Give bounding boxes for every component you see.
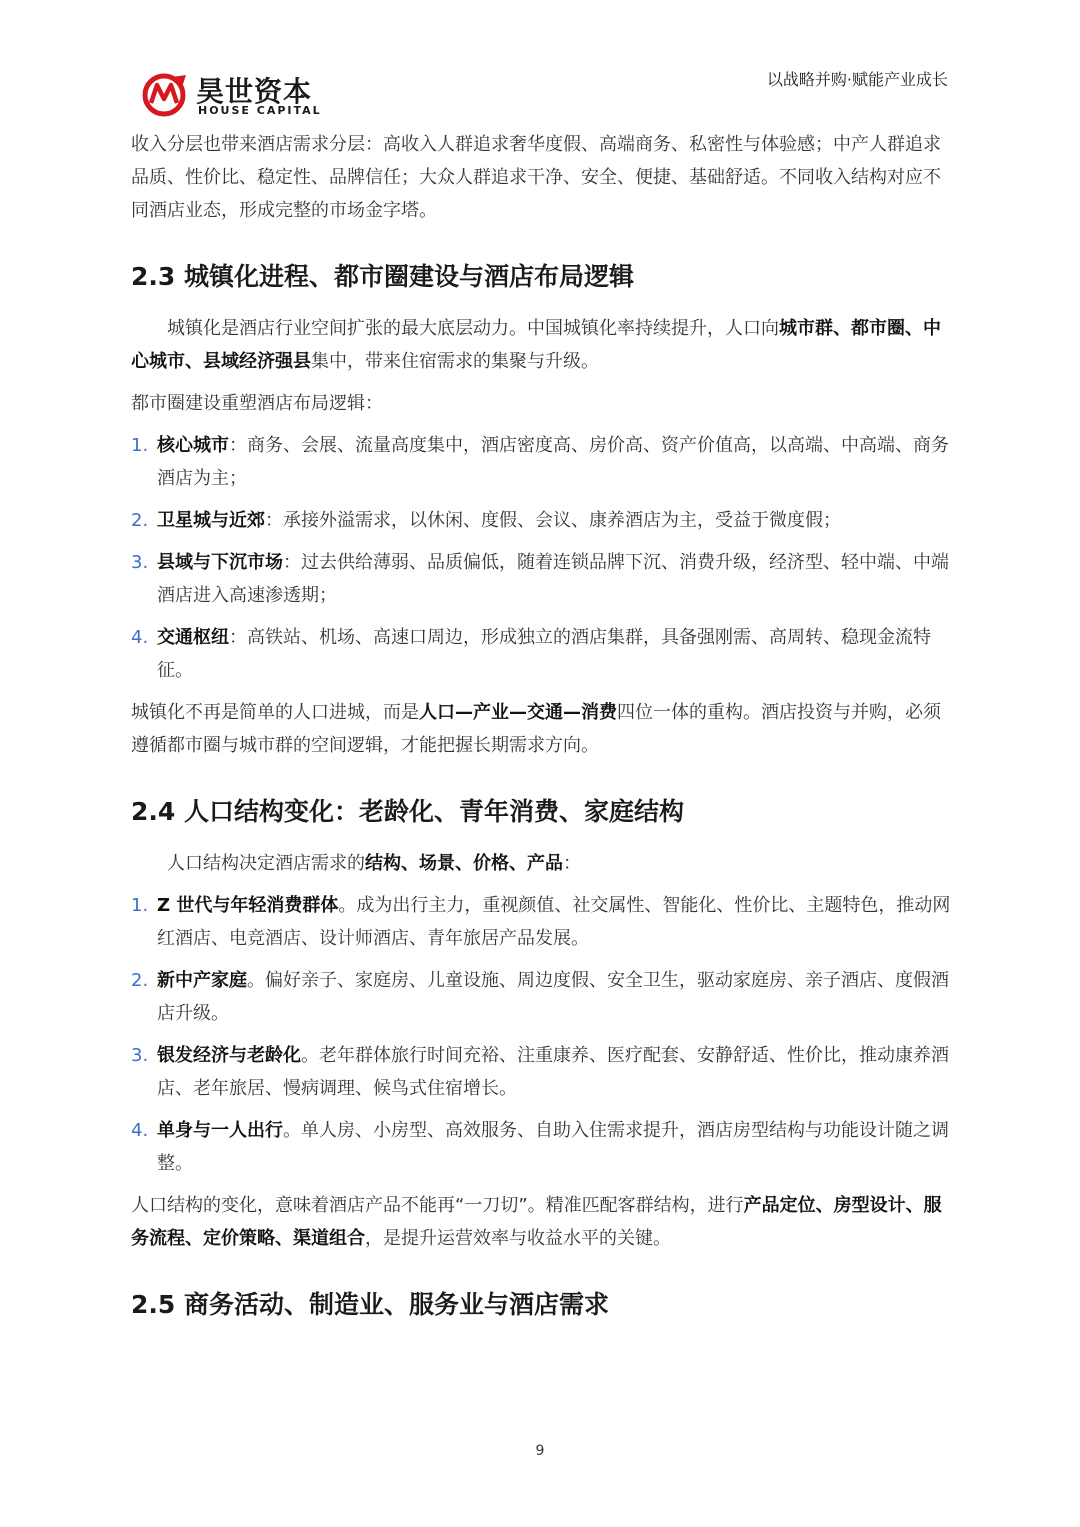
page-content (131, 128, 951, 1325)
list-item: 4. 交通枢纽：高铁站、机场、高速口周边，形成独立的酒店集群，具备强刚需、高周转、稳现金流特征。 (131, 627, 931, 681)
section-2-3-title: 2.3 城镇化进程、都市圈建设与酒店布局逻辑 (131, 262, 634, 291)
intro-paragraph: 收入分层也带来酒店需求分层：高收入人群追求奢华度假、高端商务、私密性与体验感；中产人群追求品质、性价比、稳定性、品牌信任；大众人群追求干净、安全、便捷、基础舒适。不同收入结构对应不同酒店业态，形成完整的市场金字塔。 (131, 134, 941, 221)
list-item: 3. 县域与下沉市场：过去供给薄弱、品质偏低，随着连锁品牌下沉、消费升级，经济型、轻中端、中端酒店进入高速渗透期； (131, 552, 949, 606)
section-2-4-paragraph-2: 人口结构的变化，意味着酒店产品不能再“一刀切”。精准匹配客群结构，进行产品定位、房型设计、服务流程、定价策略、渠道组合，是提升运营效率与收益水平的关键。 (131, 1195, 942, 1249)
list-item: 2. 卫星城与近郊：承接外溢需求，以休闲、度假、会议、康养酒店为主，受益于微度假； (131, 510, 841, 531)
page-header (0, 0, 1080, 130)
list-item: 1. Z 世代与年轻消费群体。成为出行主力，重视颜值、社交属性、智能化、性价比、主题特色，推动网红酒店、电竞酒店、设计师酒店、青年旅居产品发展。 (131, 895, 951, 949)
list-item: 2. 新中产家庭。偏好亲子、家庭房、儿童设施、周边度假、安全卫生，驱动家庭房、亲子酒店、度假酒店升级。 (131, 970, 949, 1024)
list-item: 1. 核心城市：商务、会展、流量高度集中，酒店密度高、房价高、资产价值高，以高端、中高端、商务酒店为主； (131, 435, 949, 489)
logo-chinese-name: 昊世资本 (196, 75, 313, 108)
list-item: 3. 银发经济与老龄化。老年群体旅行时间充裕、注重康养、医疗配套、安静舒适、性价比，推动康养酒店、老年旅居、慢病调理、候鸟式住宿增长。 (131, 1045, 949, 1099)
section-2-3-paragraph-1: 城镇化是酒店行业空间扩张的最大底层动力。中国城镇化率持续提升，人口向城市群、都市圈、中心城市、县域经济强县集中，带来住宿需求的集聚与升级。 (131, 318, 941, 372)
header-slogan: 以战略并购·赋能产业成长 (766, 70, 948, 89)
section-2-3-paragraph-3: 城镇化不再是简单的人口进城，而是人口—产业—交通—消费四位一体的重构。酒店投资与并购，必须遵循都市圈与城市群的空间逻辑，才能把握长期需求方向。 (131, 702, 941, 756)
logo-english-name: HOUSE CAPITAL (198, 104, 322, 117)
section-2-3-list (131, 429, 951, 687)
section-2-4-paragraph-1: 人口结构决定酒店需求的结构、场景、价格、产品： (167, 853, 581, 874)
house-capital-logo-icon (142, 73, 192, 117)
page-number: 9 (535, 1443, 545, 1459)
section-2-3-paragraph-2: 都市圈建设重塑酒店布局逻辑： (131, 393, 383, 414)
section-2-4-list (131, 889, 951, 1180)
section-2-5-title: 2.5 商务活动、制造业、服务业与酒店需求 (131, 1290, 609, 1319)
list-item: 4. 单身与一人出行。单人房、小房型、高效服务、自助入住需求提升，酒店房型结构与功能设计随之调整。 (131, 1120, 949, 1174)
section-2-4-title: 2.4 人口结构变化：老龄化、青年消费、家庭结构 (131, 797, 684, 826)
